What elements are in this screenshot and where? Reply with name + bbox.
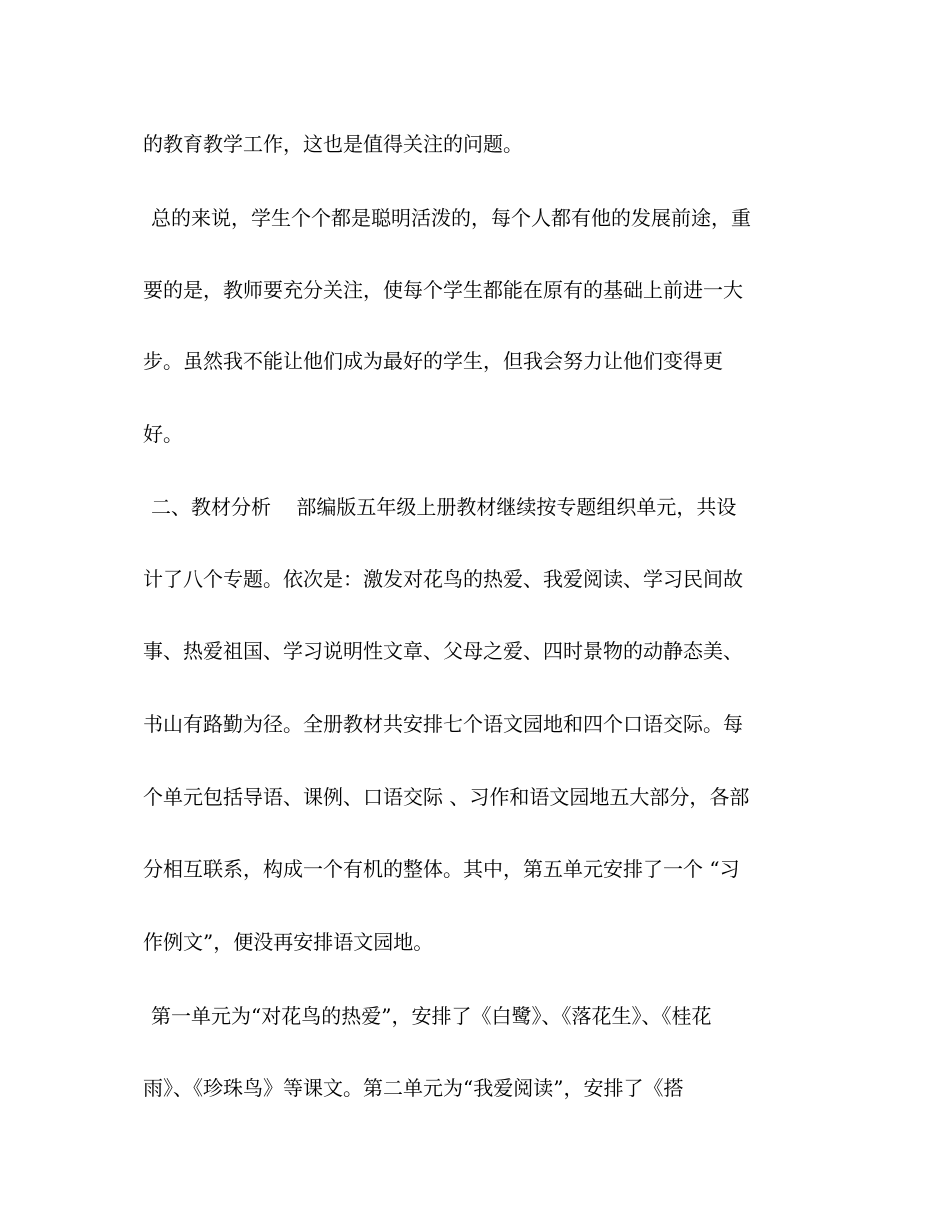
text-line: 书山有路勤为径。全册教材共安排七个语文园地和四个口语交际。每 xyxy=(143,712,743,736)
text-line: 步。虽然我不能让他们成为最好的学生，但我会努力让他们变得更 xyxy=(143,349,723,373)
text-line: 雨》、《珍珠鸟》等课文。第二单元为“我爱阅读”，安排了《搭 xyxy=(143,1076,684,1100)
text-line: 分相互联系，构成一个有机的整体。其中，第五单元安排了一个 “习 xyxy=(143,857,740,881)
text-line: 个单元包括导语、课例、口语交际 、习作和语文园地五大部分，各部 xyxy=(143,785,750,809)
text-line: 要的是，教师要充分关注，使每个学生都能在原有的基础上前进一大 xyxy=(143,278,743,302)
text-line: 事、热爱祖国、学习说明性文章、父母之爱、四时景物的动静态美、 xyxy=(143,639,743,663)
text-line: 好。 xyxy=(143,422,183,446)
paragraph-start-line: 第一单元为“对花鸟的热爱”，安排了《白鹭》、《落花生》、《桂花 xyxy=(151,1004,712,1028)
text-line: 计了八个专题。依次是：激发对花鸟的热爱、我爱阅读、学习民间故 xyxy=(143,567,743,591)
section-heading-line: 二、教材分析 部编版五年级上册教材继续按专题组织单元，共设 xyxy=(151,495,737,519)
paragraph-start-line: 总的来说，学生个个都是聪明活泼的，每个人都有他的发展前途，重 xyxy=(151,206,751,230)
text-line: 的教育教学工作，这也是值得关注的问题。 xyxy=(143,132,523,156)
text-line: 作例文”，便没再安排语文园地。 xyxy=(143,930,434,954)
